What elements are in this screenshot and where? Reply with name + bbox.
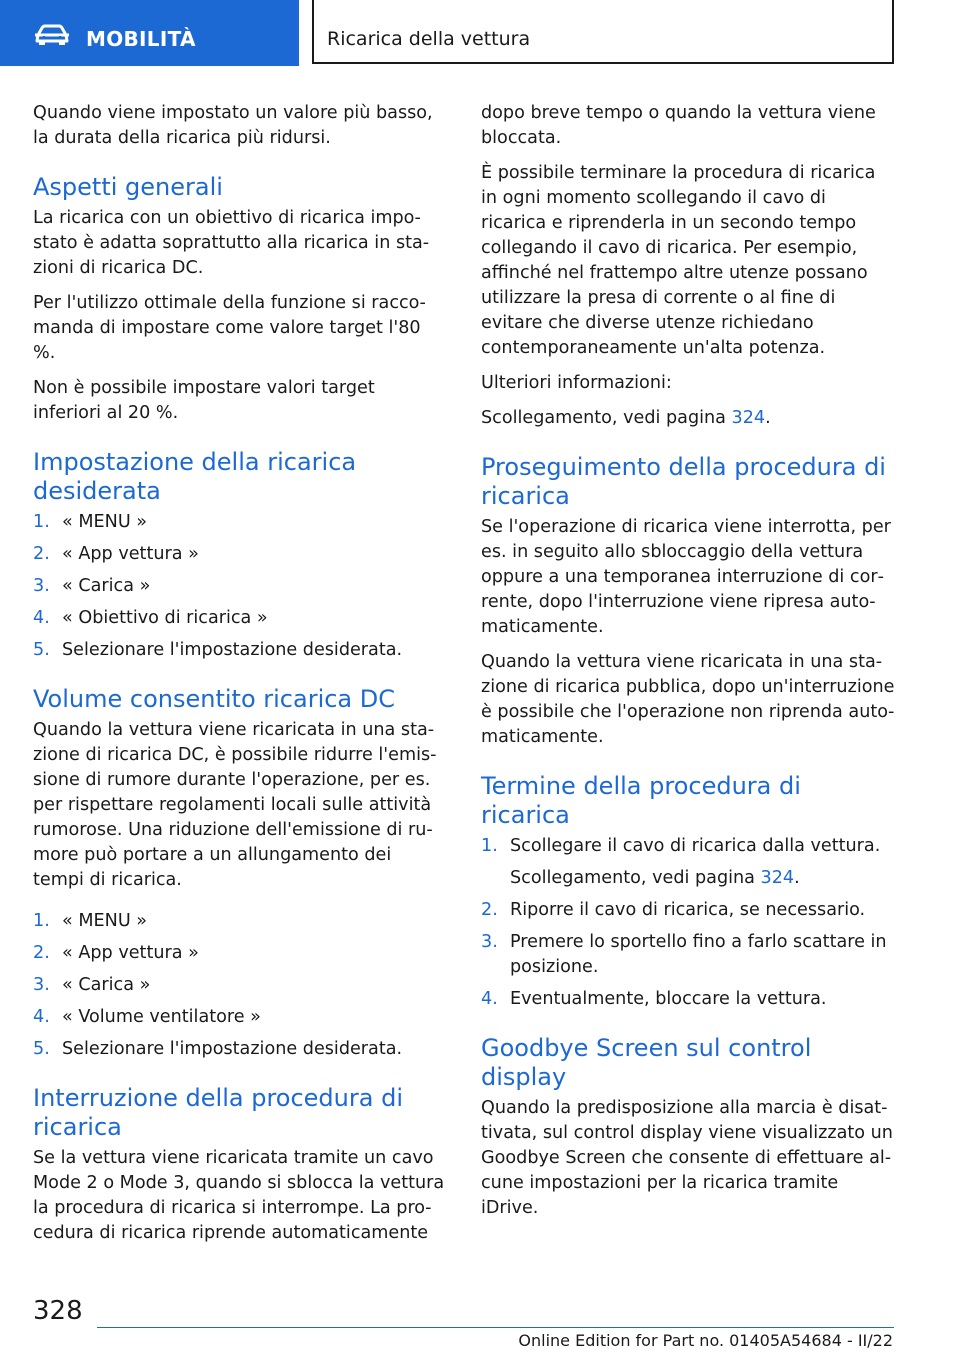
intro-paragraph: Quando viene impostato un valore più basso, la durata della ricarica più ridursi. xyxy=(33,103,433,148)
car-icon xyxy=(34,24,70,46)
edition-label: Online Edition for Part no. 01405A54684 - II/22 xyxy=(518,1331,893,1350)
footer-divider xyxy=(97,1327,894,1328)
section-tab xyxy=(0,0,299,66)
list-item: 5. Selezionare l'impostazione desiderata. xyxy=(33,1039,403,1059)
chapter-title: Ricarica della vettura xyxy=(327,28,531,50)
paragraph: Non è possibile impostare valori target inferiori al 20 %. xyxy=(33,378,375,423)
paragraph: dopo breve tempo o quando la vettura viene bloccata. xyxy=(481,103,876,148)
steps-list xyxy=(33,909,447,1062)
heading-goodbye-screen: Goodbye Screen sul control display xyxy=(481,1034,812,1091)
list-item: 5. Selezionare l'impostazione desiderata. xyxy=(33,640,403,660)
list-item: 2. Riporre il cavo di ricarica, se necessario. xyxy=(481,900,866,920)
list-item: 1. « MENU » xyxy=(33,512,148,532)
page-link[interactable]: 324 xyxy=(731,408,766,428)
heading-termine-ricarica: Termine della procedura di ricarica xyxy=(481,772,801,829)
paragraph: È possibile terminare la procedura di ricarica in ogni momento scollegando il cavo di ricarica e riprenderla in un secondo tempo collegando il cavo di ricarica. Per esempio, affinché nel frattempo altre utenze possano utilizzare la presa di corrente o al fine di evitare che diverse utenze richiedano contemporaneamente un'alta potenza. xyxy=(481,163,876,358)
chapter-header xyxy=(312,0,894,64)
section-label: MOBILITÀ xyxy=(86,27,196,51)
paragraph: Se l'operazione di ricarica viene interrotta, per es. in seguito allo sbloccaggio della vettura oppure a una temporanea interruzione di corrente, dopo l'interruzione viene ripresa automaticamente. xyxy=(481,517,891,637)
list-item: 3. « Carica » xyxy=(33,975,151,995)
page-link[interactable]: 324 xyxy=(760,868,795,888)
list-item: 3. « Carica » xyxy=(33,576,151,596)
steps-list xyxy=(33,510,447,663)
right-column xyxy=(481,101,895,1231)
paragraph: Ulteriori informazioni: xyxy=(481,373,672,393)
list-item: 4. Eventualmente, bloccare la vettura. xyxy=(481,989,827,1009)
paragraph: Quando la vettura viene ricaricata in una stazione di ricarica DC, è possibile ridurre l'emissione di rumore durante l'operazione, per es. per rispettare regolamenti locali sulle attività rumorose. Una riduzione dell'emissione di rumore può portare a un allungamento dei tempi di ricarica. xyxy=(33,720,437,890)
heading-impostazione-ricarica: Impostazione della ricarica desiderata xyxy=(33,448,357,505)
heading-proseguimento-ricarica: Proseguimento della procedura di ricarica xyxy=(481,453,886,510)
steps-list xyxy=(481,834,895,1012)
heading-aspetti-generali: Aspetti generali xyxy=(33,173,223,201)
list-item: 1. « MENU » xyxy=(33,911,148,931)
paragraph: La ricarica con un obiettivo di ricarica impostato è adatta soprattutto alla ricarica in stazioni di ricarica DC. xyxy=(33,208,430,278)
heading-interruzione-ricarica: Interruzione della procedura di ricarica xyxy=(33,1084,403,1141)
list-item: 3. Premere lo sportello fino a farlo scattare in posizione. xyxy=(481,932,887,977)
list-item: 4. « Obiettivo di ricarica » xyxy=(33,608,268,628)
list-item: 2. « App vettura » xyxy=(33,943,199,963)
paragraph: Quando la vettura viene ricaricata in una stazione di ricarica pubblica, dopo un'interruzione è possibile che l'operazione non riprenda automaticamente. xyxy=(481,652,895,747)
page-number: 328 xyxy=(33,1296,83,1326)
paragraph: Quando la predisposizione alla marcia è disattivata, sul control display viene visualizzato un Goodbye Screen che consente di effettuare alcune impostazioni per la ricarica tramite iDrive. xyxy=(481,1098,893,1218)
list-item-note: Scollegamento, vedi pagina 324. xyxy=(510,868,800,888)
paragraph: Se la vettura viene ricaricata tramite un cavo Mode 2 o Mode 3, quando si sblocca la vettura la procedura di ricarica si interrompe. La procedura di ricarica riprende automaticamente xyxy=(33,1148,445,1243)
left-column xyxy=(33,101,447,1256)
list-item: 1. Scollegare il cavo di ricarica dalla vettura. Scollegamento, vedi pagina 324. xyxy=(481,834,895,891)
paragraph: Scollegamento, vedi pagina 324. xyxy=(481,408,771,428)
paragraph: Per l'utilizzo ottimale della funzione si raccomanda di impostare come valore target l'80 %. xyxy=(33,293,426,363)
list-item: 4. « Volume ventilatore » xyxy=(33,1007,261,1027)
list-item: 2. « App vettura » xyxy=(33,544,199,564)
heading-volume-ricarica-dc: Volume consentito ricarica DC xyxy=(33,685,396,713)
